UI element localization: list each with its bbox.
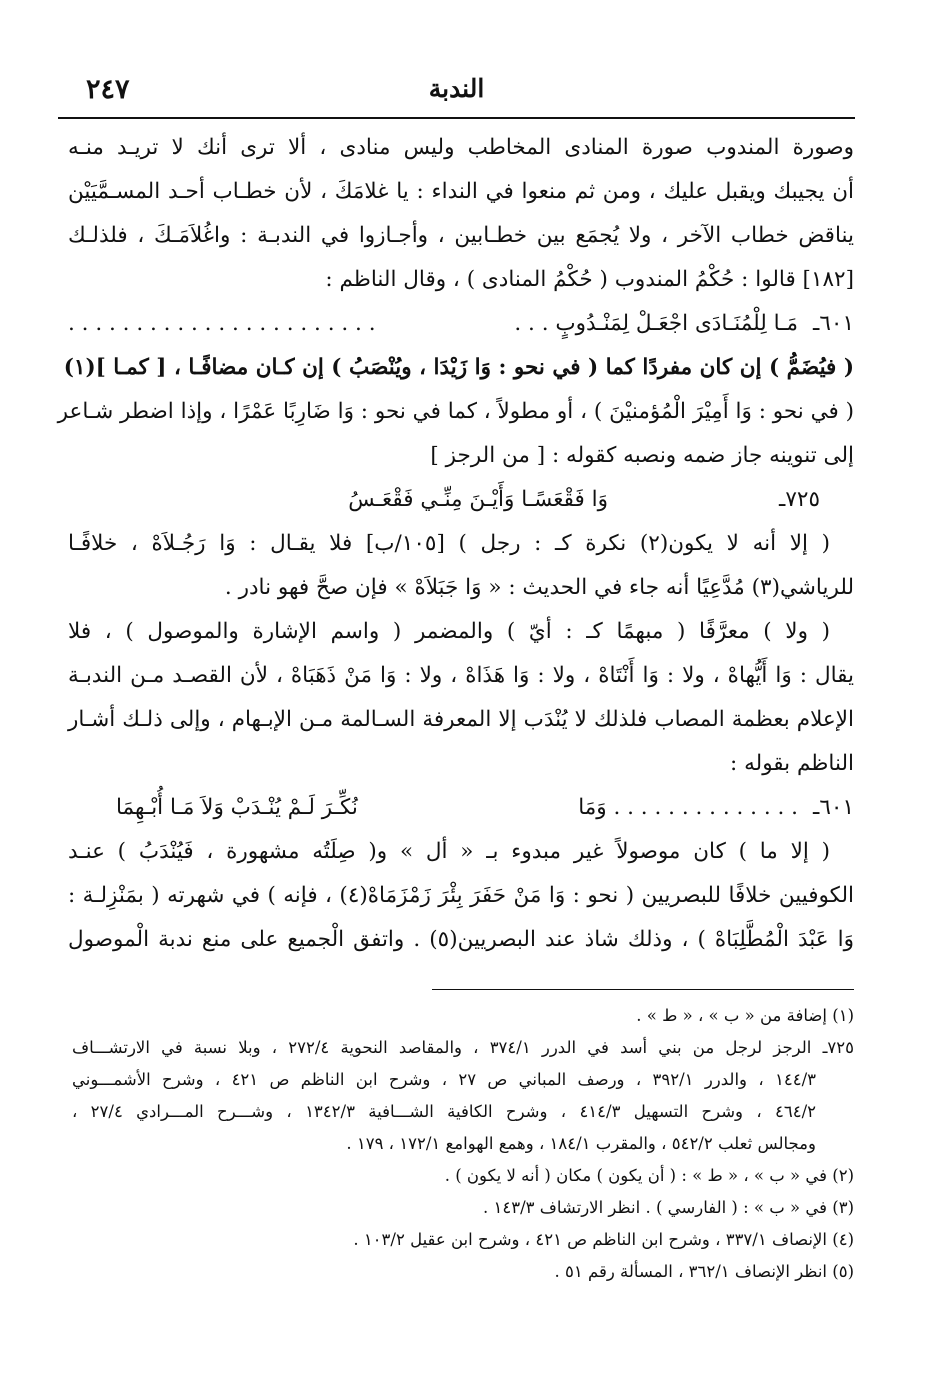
running-title: الندبة: [428, 74, 485, 103]
text-line: وصورة المندوب صورة المنادى المخاطب وليس منادى ، ألا ترى أنك لا تريـد منـه: [68, 135, 854, 160]
footnote-5: (٥) انظر الإنصاف ٣٦٢/١ ، المسألة رقم ٥١ .: [554, 1262, 854, 1281]
footnotes: [72, 1000, 854, 1288]
main-text: [57, 126, 854, 962]
text-line: ( إلا ما ) كان موصولاً غير مبدوء بـ « أل » و( صِلَتُه مشهورة ، فَيُنْدَبُ ) عنـد: [68, 839, 830, 864]
verse-hemistich: مَـا لِلْمُنَـادَى اجْعَـلْ لِمَنْـدُوبٍ . . .: [514, 311, 798, 336]
verse-hemistich: نُكِّـرَ لَـمْ يُنْـدَبْ وَلاَ مَـا أُبْـهِمَا: [116, 795, 358, 820]
footnote-725-line: ٧٢٥ـ الرجز لرجل من بني أسد في الدرر ٣٧٤/١ ، والمقاصد النحوية ٢٧٢/٤ ، وبلا نسبة في الارتشـــاف: [72, 1038, 854, 1057]
header-rule: [58, 117, 855, 119]
text-line: ( في نحو : وَا أَمِيْرَ الْمُؤمنيْنَ ) ، أو مطولاً ، كما في نحو : وَا ضَارِبًا عَمْرًا ، وإذا اضطر شـاعر: [57, 399, 854, 424]
footnote-1: (١) إضافة من « ب » ، « ط » .: [636, 1006, 854, 1025]
verse-601-second: [68, 786, 854, 830]
footnote-separator: [432, 989, 854, 990]
page-number: ٢٤٧: [86, 74, 130, 105]
verse-dots: . . . . . . . . . . . . . . . . . . . . . . .: [68, 311, 376, 336]
text-line: للرياشي(٣) مُدَّعِيًا أنه جاء في الحديث : « وَا جَبَلاَهْ » فإن صحَّ فهو نادر .: [224, 575, 854, 600]
text-line: [١٨٢] قالوا : حُكْمُ المندوب ( حُكْمُ المنادى ) ، وقال الناظم :: [325, 267, 854, 292]
text-line: الناظم بقوله :: [730, 751, 854, 776]
verse-725: [68, 478, 854, 522]
footnote-3: (٣) في « ب » : ( الفارسي ) . انظر الارتشاف ١٤٣/٣ .: [483, 1198, 854, 1217]
text-line: الإعلام بعظمة المصاب فلذلك لا يُنْدَب إلا المعرفة السـالمة مـن الإبـهام ، وإلى ذلـك أشـار: [68, 707, 854, 732]
verse-dots: . . . . . . . . . . . . . . وَمَا: [578, 795, 798, 820]
footnote-725-line: ٤٦٤/٢ ، وشرح التسهيل ٤١٤/٣ ، وشرح الكافية الشـــافية ١٣٤٢/٣ ، وشـــرح المـــرادي ٢٧/٤ ،: [72, 1102, 816, 1121]
footnote-725-line: ١٤٤/٣ ، والدرر ٣٩٢/١ ، ورصف المباني ص ٢٧ ، وشرح ابن الناظم ص ٤٢١ ، وشرح الأشمـــوني: [72, 1070, 816, 1089]
text-line: إلى تنوينه جاز ضمه ونصبه كقوله : [ من الرجز ]: [430, 443, 854, 468]
text-line: ( إلا أنه لا يكون(٢) نكرة كـ : رجل ) [١٠٥/ب] فلا يقـال : وَا رَجُـلاَهْ ، خلافًـا: [68, 531, 830, 556]
verse-number: ٦٠١ـ: [813, 311, 854, 336]
verse-text: وَا فَقْعَسًـا وَأَيْـنَ مِنِّـي فَقْعَـسُ: [348, 487, 608, 512]
verse-number: ٦٠١ـ: [813, 795, 854, 820]
footnote-725-line: ومجالس ثعلب ٥٤٢/٢ ، والمقرب ١٨٤/١ ، وهمع الهوامع ١٧٢/١ ، ١٧٩ .: [346, 1134, 816, 1153]
text-line: الكوفيين خلافًا للبصريين ( نحو : وَا مَنْ حَفَرَ بِئْرَ زَمْزَمَاهْ(٤) ، فإنه ) في شهرته ( بمَنْزِلـة :: [68, 883, 854, 908]
footnote-4: (٤) الإنصاف ٣٣٧/١ ، وشرح ابن الناظم ص ٤٢١ ، وشرح ابن عقيل ١٠٣/٢ .: [353, 1230, 854, 1249]
text-line: أن يجيبك ويقبل عليك ، ومن ثم منعوا في النداء : يا غلامَكَ ، لأن خطـاب أحـد المسـمَّيَيْن: [68, 179, 854, 204]
text-line: يقال : وَا أَيُّهاهْ ، ولا : وَا أَنْتَاهْ ، ولا : وَا هَذَاهْ ، ولا : وَا مَنْ ذَهَبَاهْ ، لأن القصـد مـن الندبـة: [68, 663, 854, 688]
footnote-2: (٢) في « ب » ، « ط » : ( أن يكون ) مكان ( أنه لا يكون ) .: [444, 1166, 854, 1185]
text-line: ( فيُضَمُّ ) إن كان مفردًا كما ( في نحو : وَا زَيْدَا ، ويُنْصَبُ ) إن كـان مضافًـا ، [ كمـا ](١): [63, 355, 854, 380]
page-header: [58, 70, 855, 114]
text-line: يناقض خطاب الآخر ، ولا يُجمَع بين خطـابين ، وأجـازوا في الندبـة : واغُلاَمَـكَ ، فلذلـك: [68, 223, 854, 248]
verse-601-first: [68, 302, 854, 346]
text-line: ( ولا ) معرَّفًا ( مبهمًا كـ : أيّ ) والمضمر ( واسم الإشارة والموصول ) ، فلا: [68, 619, 830, 644]
text-line: وَا عَبْدَ الْمُطَّلِبَاهْ ) ، وذلك شاذ عند البصريين(٥) . واتفق الْجميع على منع ندبة الْموصول: [68, 927, 854, 952]
verse-number: ٧٢٥ـ: [779, 487, 820, 512]
